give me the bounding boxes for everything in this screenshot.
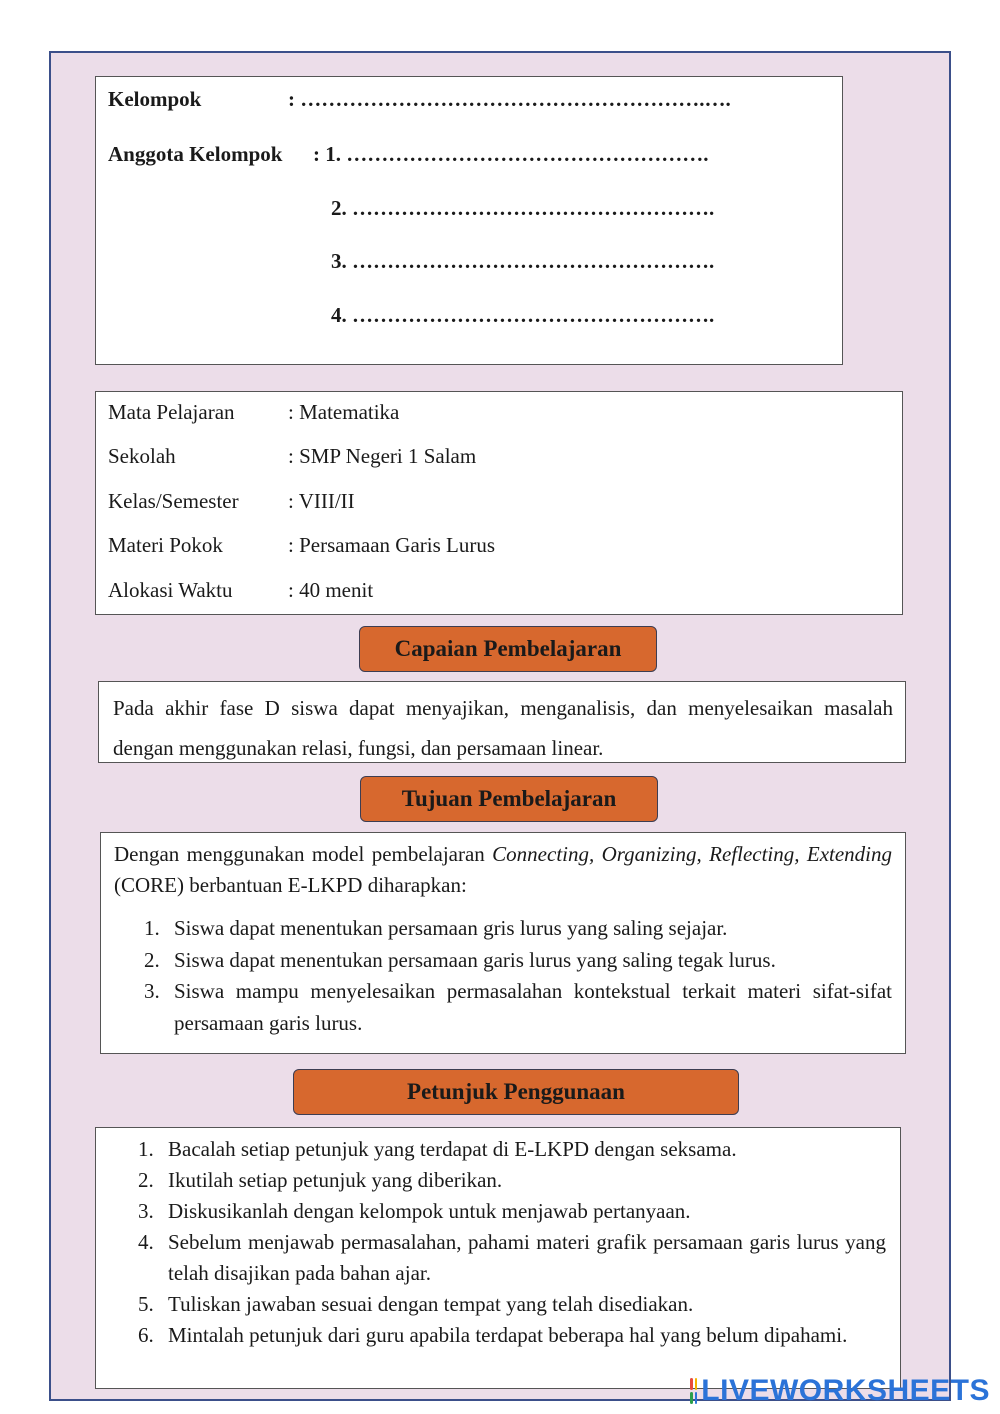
list-number: 2. (144, 947, 160, 972)
logo-mark-icon (690, 1378, 697, 1404)
anggota-field-1[interactable]: : 1. ……………………………………………. (313, 142, 709, 166)
info-label: Mata Pelajaran (108, 400, 235, 424)
anggota-label: Anggota Kelompok (108, 142, 283, 166)
petunjuk-heading: Petunjuk Penggunaan (293, 1069, 739, 1115)
list-text: Bacalah setiap petunjuk yang terdapat di E-LKPD dengan seksama. (168, 1137, 737, 1161)
list-text: Siswa mampu menyelesaikan permasalahan kontekstual terkait materi sifat-sifat persamaan garis lurus. (174, 979, 892, 1035)
list-item (138, 1134, 886, 1165)
anggota-row-2[interactable] (331, 196, 714, 221)
list-number: 3. (138, 1199, 154, 1223)
list-number: 1. (144, 916, 160, 940)
list-item (144, 976, 892, 1039)
anggota-field-3[interactable]: 3. ……………………………………………. (331, 249, 715, 273)
tujuan-intro-model: Connecting, Organizing, Reflecting, Extending (492, 842, 893, 866)
list-text: Diskusikanlah dengan kelompok untuk menjawab pertanyaan. (168, 1199, 691, 1223)
info-value: : Persamaan Garis Lurus (288, 533, 496, 557)
info-value: : SMP Negeri 1 Salam (288, 444, 477, 468)
info-label: Alokasi Waktu (108, 578, 233, 602)
list-number: 1. (138, 1137, 154, 1161)
list-item (138, 1227, 886, 1289)
capaian-heading: Capaian Pembelajaran (359, 626, 657, 672)
tujuan-list (144, 913, 892, 1039)
list-text: Siswa dapat menentukan persamaan gris lurus yang saling sejajar. (174, 916, 728, 940)
list-item (138, 1320, 886, 1351)
info-value: : VIII/II (288, 489, 355, 513)
subject-info-box (95, 391, 903, 615)
petunjuk-box (95, 1127, 901, 1389)
anggota-row-4[interactable] (331, 303, 714, 328)
list-text: Siswa dapat menentukan persamaan garis lurus yang saling tegak lurus. (174, 947, 776, 972)
list-text: Mintalah petunjuk dari guru apabila terdapat beberapa hal yang belum dipahami. (168, 1323, 848, 1347)
list-number: 4. (138, 1230, 154, 1254)
list-text: Tuliskan jawaban sesuai dengan tempat yang telah disediakan. (168, 1292, 694, 1316)
petunjuk-list (138, 1134, 886, 1351)
logo-text: LIVEWORKSHEETS (701, 1374, 990, 1407)
list-item (138, 1289, 886, 1320)
tujuan-box (100, 832, 906, 1054)
tujuan-intro-before: Dengan menggunakan model pembelajaran (114, 842, 485, 866)
tujuan-heading: Tujuan Pembelajaran (360, 776, 658, 822)
list-number: 2. (138, 1168, 154, 1192)
info-label: Materi Pokok (108, 533, 223, 557)
list-item (138, 1196, 886, 1227)
anggota-field-2[interactable]: 2. ……………………………………………. (331, 196, 715, 220)
list-text: Ikutilah setiap petunjuk yang diberikan. (168, 1168, 503, 1192)
list-text: Sebelum menjawab permasalahan, pahami materi grafik persamaan garis lurus yang telah disajikan pada bahan ajar. (168, 1230, 886, 1285)
tujuan-intro (114, 839, 892, 901)
list-item (144, 945, 892, 977)
group-box (95, 76, 843, 365)
list-item (144, 913, 892, 945)
info-value: : 40 menit (288, 578, 374, 602)
liveworksheets-logo[interactable] (690, 1374, 990, 1408)
capaian-text: Pada akhir fase D siswa dapat menyajikan, menganalisis, dan menyelesaikan masalah dengan menggunakan relasi, fungsi, dan persamaan linear. (113, 696, 893, 760)
tujuan-intro-after: (CORE) berbantuan E-LKPD diharapkan: (114, 873, 467, 897)
anggota-field-4[interactable]: 4. ……………………………………………. (331, 303, 715, 327)
info-label: Sekolah (108, 444, 176, 468)
list-number: 3. (144, 979, 160, 1003)
list-item (138, 1165, 886, 1196)
info-value: : Matematika (288, 400, 400, 424)
list-number: 5. (138, 1292, 154, 1316)
anggota-row-3[interactable] (331, 249, 714, 274)
worksheet-frame (49, 51, 951, 1401)
capaian-box (98, 681, 906, 763)
kelompok-label: Kelompok (108, 87, 202, 111)
info-label: Kelas/Semester (108, 489, 239, 513)
list-number: 6. (138, 1323, 154, 1347)
kelompok-field[interactable]: : ………………………………………………….…. (288, 87, 731, 111)
